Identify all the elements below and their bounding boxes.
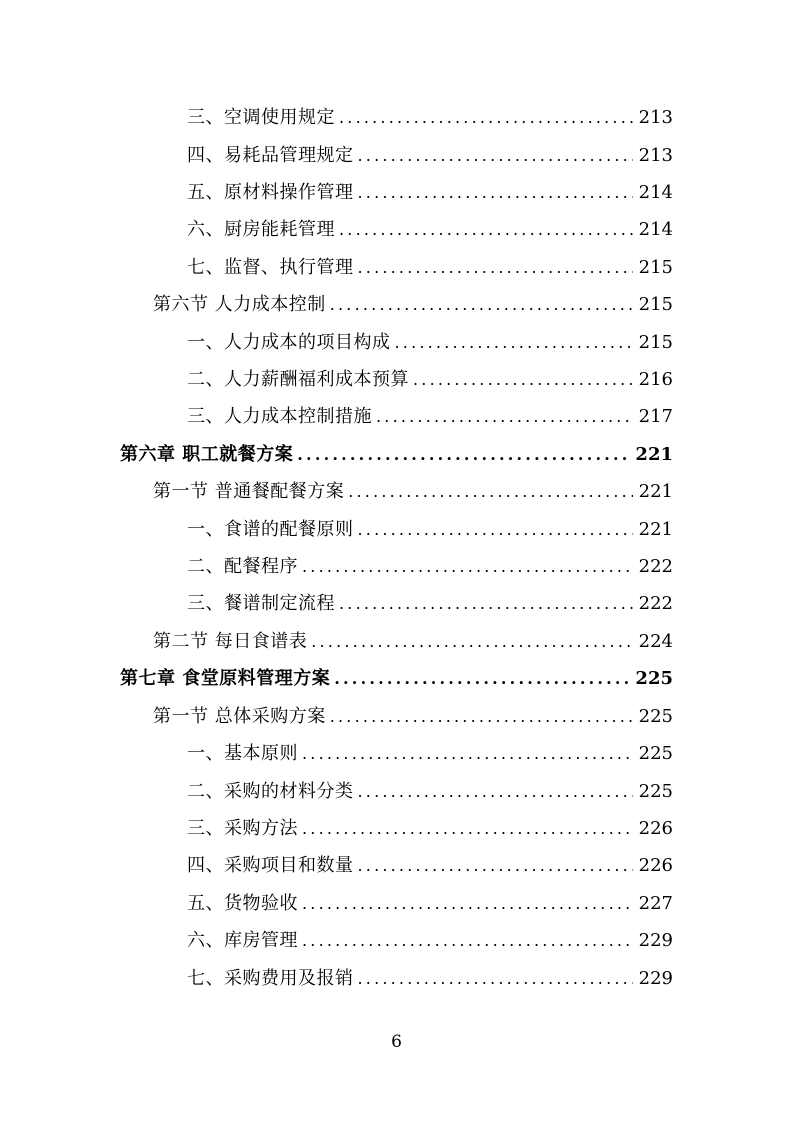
toc-entry-label: 四、易耗品管理规定 [187, 145, 354, 166]
dot-leader [339, 216, 633, 244]
toc-entry-label: 第一节 总体采购方案 [153, 706, 326, 727]
toc-entry-label: 二、采购的材料分类 [187, 781, 354, 802]
toc-entry-label: 二、人力薪酬福利成本预算 [187, 369, 409, 390]
toc-entry-label: 四、采购项目和数量 [187, 855, 354, 876]
toc-entry-label: 第六章 职工就餐方案 [120, 444, 294, 465]
toc-entry-label: 一、人力成本的项目构成 [187, 332, 391, 353]
toc-entry-page: 216 [638, 369, 673, 390]
dot-leader [297, 441, 629, 469]
toc-entry[interactable] [187, 553, 673, 581]
toc-entry-label: 第六节 人力成本控制 [153, 294, 326, 315]
dot-leader [358, 254, 633, 282]
toc-entry-page: 225 [635, 668, 673, 689]
toc-entry[interactable] [187, 403, 673, 431]
toc-entry-label: 五、货物验收 [187, 893, 298, 914]
toc-entry-page: 215 [638, 332, 673, 353]
dot-leader [339, 104, 633, 132]
toc-entry-page: 214 [638, 219, 673, 240]
toc-entry-page: 215 [638, 257, 673, 278]
toc-entry[interactable] [187, 516, 673, 544]
toc-entry-label: 六、厨房能耗管理 [187, 219, 335, 240]
toc-entry-page: 213 [638, 145, 673, 166]
toc-entry-page: 222 [638, 593, 673, 614]
toc-section-entry[interactable] [153, 703, 673, 731]
toc-entry[interactable] [187, 890, 673, 918]
toc-entry-page: 229 [638, 930, 673, 951]
toc-entry-page: 225 [638, 781, 673, 802]
toc-entry-page: 225 [638, 743, 673, 764]
toc-entry[interactable] [187, 965, 673, 993]
toc-entry-page: 213 [638, 107, 673, 128]
dot-leader [413, 366, 633, 394]
toc-entry[interactable] [187, 366, 673, 394]
dot-leader [302, 890, 633, 918]
toc-entry-label: 一、食谱的配餐原则 [187, 519, 354, 540]
toc-chapter-entry[interactable] [120, 441, 673, 469]
toc-entry-page: 226 [638, 818, 673, 839]
toc-chapter-entry[interactable] [120, 665, 673, 693]
dot-leader [358, 179, 633, 207]
toc-section-entry[interactable] [153, 291, 673, 319]
dot-leader [358, 516, 633, 544]
toc-entry-label: 六、库房管理 [187, 930, 298, 951]
toc-entry[interactable] [187, 852, 673, 880]
toc-entry-label: 七、监督、执行管理 [187, 257, 354, 278]
toc-entry[interactable] [187, 740, 673, 768]
toc-entry-label: 三、餐谱制定流程 [187, 593, 335, 614]
toc-entry-label: 一、基本原则 [187, 743, 298, 764]
toc-entry[interactable] [187, 142, 673, 170]
toc-entry-page: 225 [638, 706, 673, 727]
toc-entry-page: 227 [638, 893, 673, 914]
dot-leader [334, 665, 629, 693]
toc-entry-page: 221 [638, 519, 673, 540]
toc-entry-label: 第七章 食堂原料管理方案 [120, 668, 331, 689]
dot-leader [302, 553, 633, 581]
toc-entry-page: 217 [638, 406, 673, 427]
toc-entry[interactable] [187, 590, 673, 618]
toc-entry-label: 三、采购方法 [187, 818, 298, 839]
toc-entry[interactable] [187, 778, 673, 806]
toc-entry[interactable] [187, 254, 673, 282]
toc-entry-label: 第二节 每日食谱表 [153, 631, 308, 652]
toc-entry-page: 221 [638, 481, 673, 502]
toc-entry-page: 226 [638, 855, 673, 876]
toc-entry-page: 229 [638, 968, 673, 989]
dot-leader [348, 478, 632, 506]
toc-entry[interactable] [187, 104, 673, 132]
page-number: 6 [391, 1032, 402, 1052]
dot-leader [395, 329, 633, 357]
toc-entry-label: 第一节 普通餐配餐方案 [153, 481, 345, 502]
toc-entry[interactable] [187, 329, 673, 357]
dot-leader [302, 740, 633, 768]
toc-entry-label: 三、空调使用规定 [187, 107, 335, 128]
dot-leader [311, 628, 632, 656]
toc-entry-page: 215 [638, 294, 673, 315]
toc-entry[interactable] [187, 927, 673, 955]
toc-entry-page: 221 [635, 444, 673, 465]
dot-leader [358, 778, 633, 806]
toc-entry-label: 二、配餐程序 [187, 556, 298, 577]
toc-entry-label: 五、原材料操作管理 [187, 182, 354, 203]
toc-entry[interactable] [187, 179, 673, 207]
toc-section-entry[interactable] [153, 628, 673, 656]
toc-entry-label: 三、人力成本控制措施 [187, 406, 372, 427]
toc-section-entry[interactable] [153, 478, 673, 506]
dot-leader [330, 291, 633, 319]
toc-entry[interactable] [187, 216, 673, 244]
dot-leader [330, 703, 633, 731]
dot-leader [339, 590, 633, 618]
dot-leader [302, 927, 633, 955]
toc-entry[interactable] [187, 815, 673, 843]
dot-leader [376, 403, 633, 431]
toc-entry-page: 214 [638, 182, 673, 203]
dot-leader [358, 852, 633, 880]
dot-leader [358, 965, 633, 993]
toc-entry-page: 224 [638, 631, 673, 652]
toc-entry-label: 七、采购费用及报销 [187, 968, 354, 989]
dot-leader [358, 142, 633, 170]
dot-leader [302, 815, 633, 843]
toc-entry-page: 222 [638, 556, 673, 577]
